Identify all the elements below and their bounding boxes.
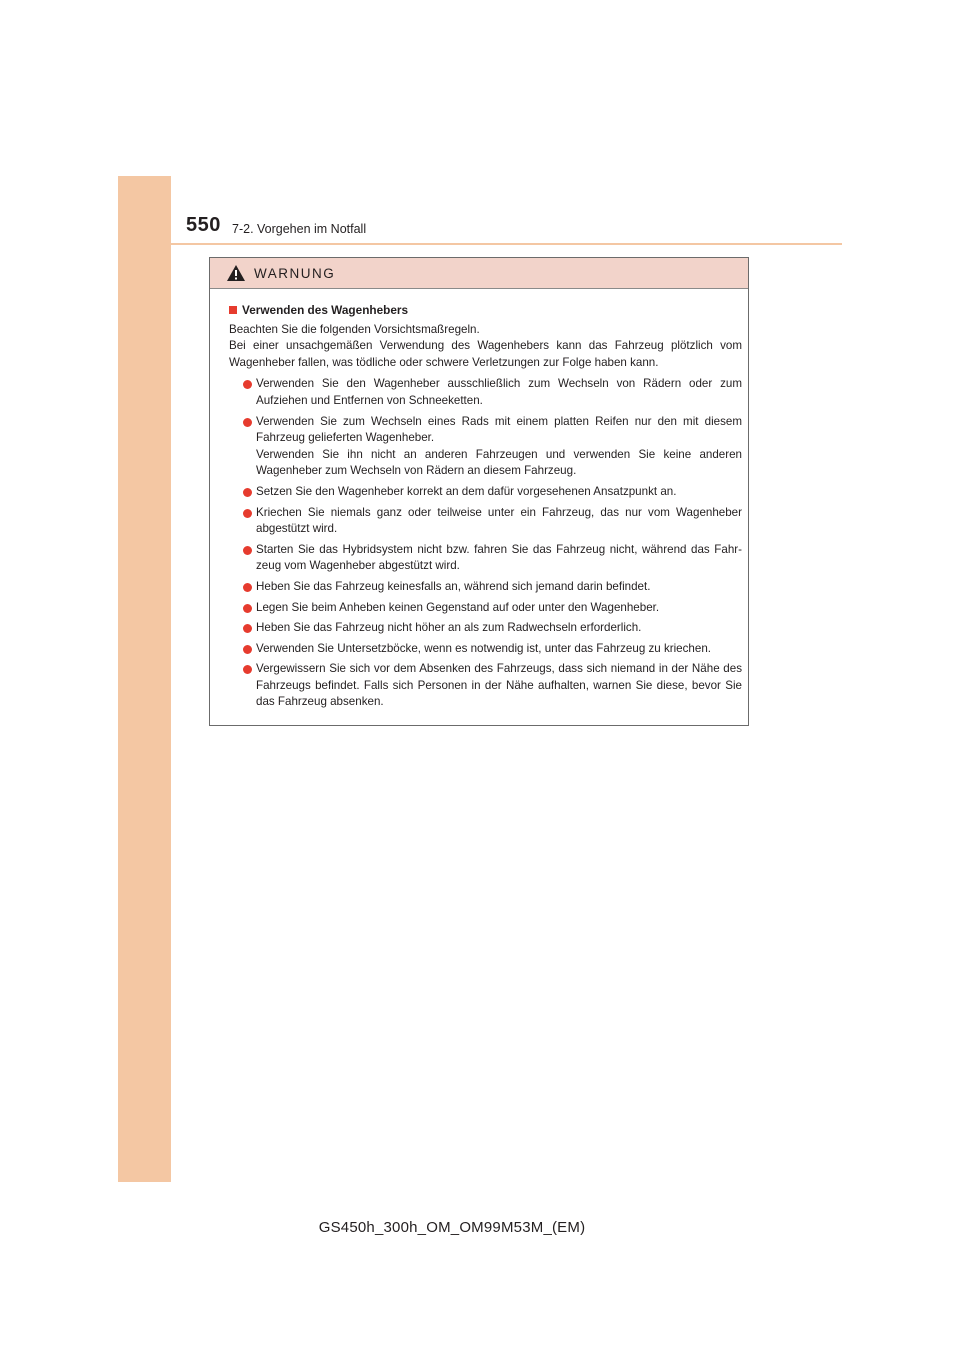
list-item-text: Verwenden Sie zum Wechseln eines Rads mit einem platten Reifen nur den mit diesem Fahrzeug gelieferten Wagenheber. <box>256 414 742 445</box>
intro-line: Beachten Sie die folgenden Vorsichtsmaßregeln. <box>229 322 480 336</box>
warning-topic-label: Verwenden des Wagenhebers <box>242 303 409 317</box>
warning-triangle-icon <box>226 264 246 282</box>
list-item <box>243 484 742 501</box>
document-code-text: GS450h_300h_OM_OM99M53M_(EM) <box>318 1219 586 1236</box>
list-item-text: Heben Sie das Fahrzeug keinesfalls an, während sich jemand darin befindet. <box>256 579 651 593</box>
bullet-dot-icon <box>243 488 252 497</box>
list-item <box>243 414 742 480</box>
list-item <box>243 505 742 538</box>
list-item-text: Starten Sie das Hybridsystem nicht bzw. fahren Sie das Fahrzeug nicht, während das Fahr-zeug vom Wagenheber abgestützt wird. <box>256 542 742 573</box>
bullet-dot-icon <box>243 624 252 633</box>
warning-title: WARNUNG <box>254 265 336 281</box>
bullet-dot-icon <box>243 380 252 389</box>
warning-header <box>210 258 748 289</box>
list-item-text: Vergewissern Sie sich vor dem Absenken des Fahrzeugs, dass sich niemand in der Nähe des Fahrzeugs befindet. Falls sich Personen in der Nähe aufhalten, warnen Sie diese, bevor Sie das Fahrzeug absenken. <box>256 662 742 709</box>
warning-box <box>209 257 749 726</box>
page-number: 550 <box>186 214 221 236</box>
list-item-text: Kriechen Sie niemals ganz oder teilweise unter ein Fahrzeug, das nur vom Wagenheber abgestützt wird. <box>256 505 742 536</box>
list-item-text: Heben Sie das Fahrzeug nicht höher an als zum Radwechseln erforderlich. <box>256 621 642 635</box>
list-item <box>243 641 742 658</box>
list-item <box>243 620 742 637</box>
bullet-dot-icon <box>243 509 252 518</box>
bullet-dot-icon <box>243 604 252 613</box>
list-item <box>243 376 742 409</box>
list-item-text: Setzen Sie den Wagenheber korrekt an dem dafür vorgesehenen Ansatzpunkt an. <box>256 484 677 498</box>
warning-list <box>229 376 742 711</box>
bullet-dot-icon <box>243 645 252 654</box>
list-item-text: Verwenden Sie ihn nicht an anderen Fahrzeugen und verwenden Sie keine anderen Wagenheber zum Wechseln von Rädern an diesem Fahrzeug. <box>256 447 742 478</box>
section-title: 7-2. Vorgehen im Notfall <box>232 222 367 236</box>
list-item <box>243 600 742 617</box>
side-color-band <box>118 176 171 1182</box>
list-item-text: Verwenden Sie Untersetzböcke, wenn es notwendig ist, unter das Fahrzeug zu kriechen. <box>256 641 711 655</box>
header-rule <box>171 243 842 245</box>
bullet-dot-icon <box>243 546 252 555</box>
document-code <box>0 1219 960 1236</box>
bullet-dot-icon <box>243 583 252 592</box>
warning-body <box>210 289 748 711</box>
list-item <box>243 579 742 596</box>
list-item-text: Legen Sie beim Anheben keinen Gegenstand auf oder unter den Wagenheber. <box>256 600 660 614</box>
warning-intro <box>229 322 742 372</box>
list-item <box>243 661 742 711</box>
intro-line: Bei einer unsachgemäßen Verwendung des Wagenhebers kann das Fahrzeug plötzlich vom Wagenheber fallen, was tödliche oder schwere Verletzungen zur Folge haben kann. <box>229 339 742 369</box>
square-bullet-icon <box>229 306 237 314</box>
warning-topic <box>229 302 742 319</box>
list-item-text: Verwenden Sie den Wagenheber ausschließlich zum Wechseln von Rädern oder zum Aufziehen und Entfernen von Schneeketten. <box>256 377 742 407</box>
list-item <box>243 542 742 575</box>
bullet-dot-icon <box>243 418 252 427</box>
bullet-dot-icon <box>243 665 252 674</box>
